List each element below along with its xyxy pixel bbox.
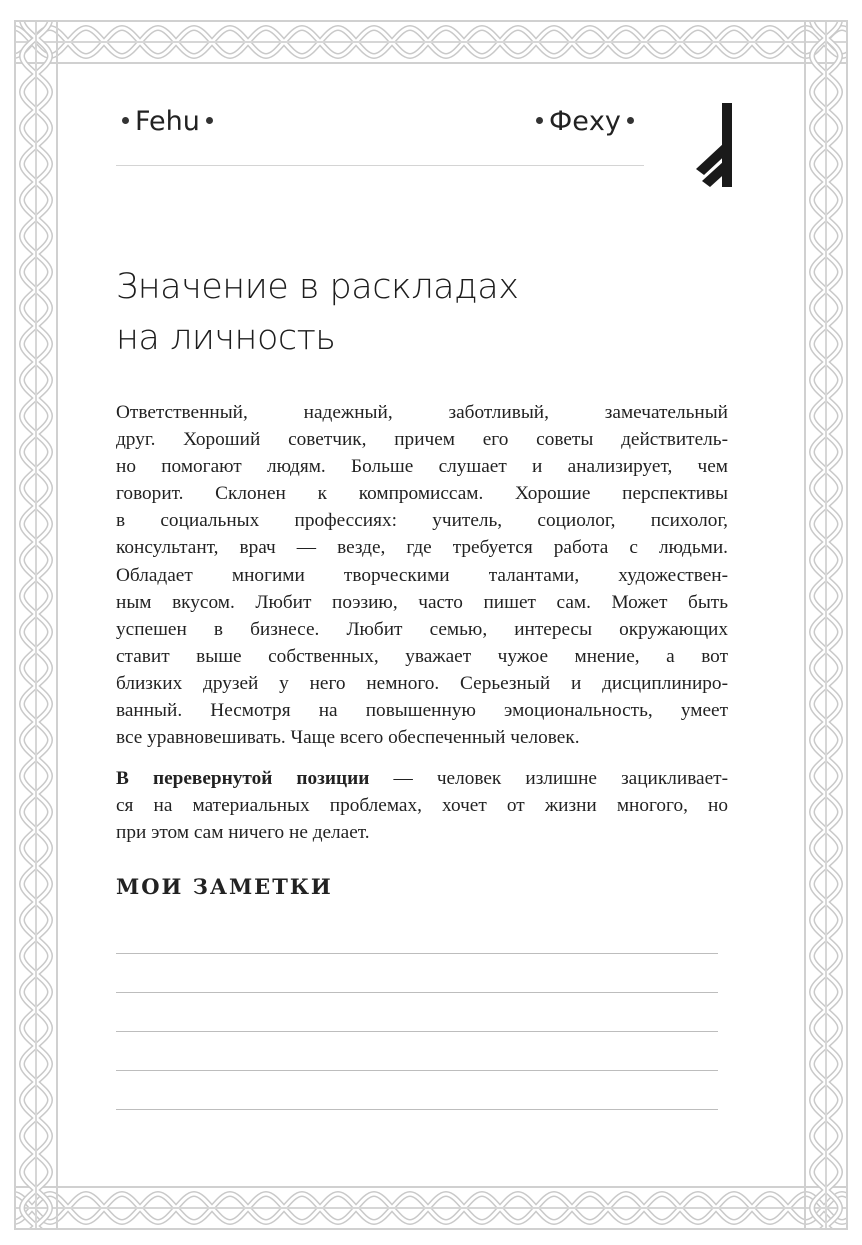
description-paragraph bbox=[116, 399, 728, 751]
knot-band-left bbox=[14, 20, 58, 1230]
text-line: говорит. Склонен к компромиссам. Хорошие перспективы bbox=[116, 483, 728, 505]
text-line: но помогают людям. Больше слушает и анализирует, чем bbox=[116, 456, 728, 478]
notes-heading: МОИ ЗАМЕТКИ bbox=[116, 874, 333, 899]
text-line: ванный. Несмотря на повышенную эмоциональность, умеет bbox=[116, 700, 728, 722]
reversed-label: В перевернутой позиции bbox=[116, 768, 370, 789]
rune-cyrillic-label: Феху bbox=[549, 106, 621, 137]
text-line: при этом сам ничего не делает. bbox=[116, 822, 370, 844]
note-line[interactable] bbox=[116, 992, 718, 993]
fehu-rune-icon bbox=[696, 103, 742, 187]
text-line: Обладает многими творческими талантами, художествен- bbox=[116, 564, 728, 586]
text-line: в социальных профессиях: учитель, социолог, психолог, bbox=[116, 510, 728, 532]
bullet-dot bbox=[206, 117, 213, 124]
rune-latin-name bbox=[116, 106, 219, 137]
text-line: консультант, врач — везде, где требуется работа с людьми. bbox=[116, 537, 728, 559]
reversed-position-paragraph bbox=[116, 765, 728, 846]
note-line[interactable] bbox=[116, 1031, 718, 1032]
rune-latin-label: Fehu bbox=[135, 106, 200, 137]
knot-band-right bbox=[804, 20, 848, 1230]
note-line[interactable] bbox=[116, 953, 718, 954]
section-title-line2: на личность bbox=[116, 318, 336, 358]
note-line[interactable] bbox=[116, 1070, 718, 1071]
bullet-dot bbox=[122, 117, 129, 124]
knot-band-top bbox=[14, 20, 848, 64]
rune-cyrillic-name bbox=[530, 106, 640, 137]
knot-band-bottom bbox=[14, 1186, 848, 1230]
bullet-dot bbox=[536, 117, 543, 124]
text-line: ся на материальных проблемах, хочет от жизни многого, но bbox=[116, 795, 728, 817]
text-line: все уравновешивать. Чаще всего обеспеченный человек. bbox=[116, 727, 580, 749]
section-title bbox=[116, 262, 518, 364]
text-line: близких друзей у него немного. Серьезный и дисциплиниро- bbox=[116, 672, 728, 694]
note-line[interactable] bbox=[116, 1109, 718, 1110]
text-line: ставит выше собственных, уважает чужое мнение, а вот bbox=[116, 645, 728, 667]
reversed-text: — человек излишне зацикливает- bbox=[369, 768, 729, 789]
bullet-dot bbox=[627, 117, 634, 124]
header-divider bbox=[116, 165, 644, 166]
text-line: успешен в бизнесе. Любит семью, интересы окружающих bbox=[116, 618, 728, 640]
text-line: друг. Хороший советчик, причем его советы действитель- bbox=[116, 429, 728, 451]
text-line: ным вкусом. Любит поэзию, часто пишет сам. Может быть bbox=[116, 591, 728, 613]
section-title-line1: Значение в раскладах bbox=[116, 267, 519, 307]
text-line bbox=[116, 765, 728, 792]
text-line: Ответственный, надежный, заботливый, замечательный bbox=[116, 402, 728, 423]
